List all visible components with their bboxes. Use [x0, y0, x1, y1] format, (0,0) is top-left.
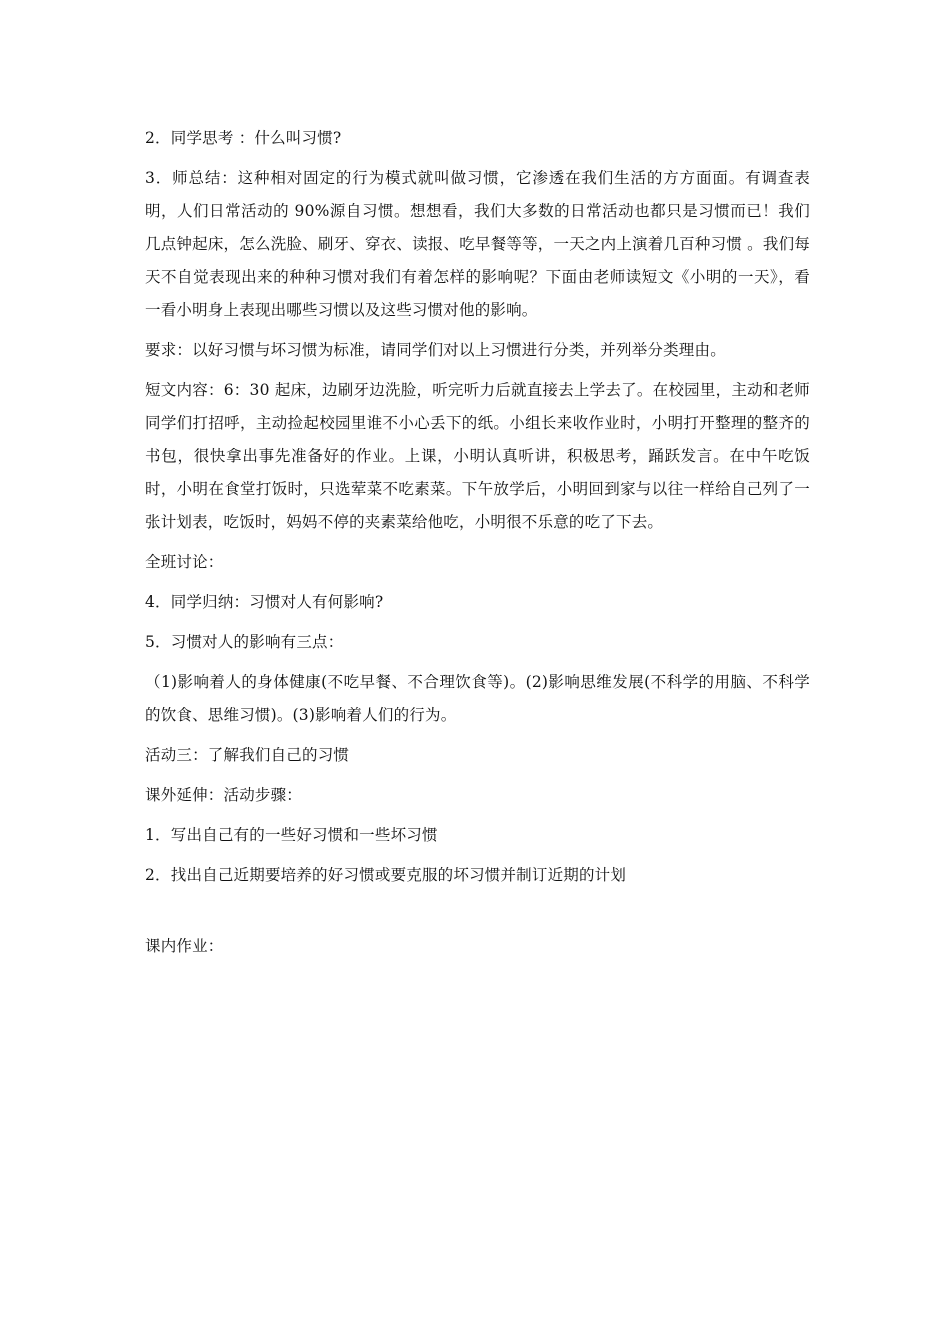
paragraph-step-one: 1．写出自己有的一些好习惯和一些坏习惯: [145, 826, 438, 844]
paragraph-activity-three: 活动三：了解我们自己的习惯: [145, 746, 350, 764]
paragraph-step-two: 2．找出自己近期要培养的好习惯或要克服的坏习惯并制订近期的计划: [145, 866, 627, 884]
paragraph-student-induction: 4．同学归纳：习惯对人有何影响?: [145, 593, 384, 611]
paragraph-short-text: 短文内容：6：30 起床，边刷牙边洗脸，听完听力后就直接去上学去了。在校园里，主动和老师同学们打招呼，主动捡起校园里谁不小心丢下的纸。小组长来收作业时，小明打开整理的整齐的书包，很快拿出事先准备好的作业。上课，小明认真听讲，积极思考，踊跃发言。在中午吃饭时，小明在食堂打饭时，只选荤菜不吃素菜。下午放学后，小明回到家与以往一样给自己列了一张计划表，吃饭时，妈妈不停的夹素菜给他吃，小明很不乐意的吃了下去。: [145, 381, 810, 531]
paragraph-extension: 课外延伸：活动步骤：: [145, 786, 303, 804]
paragraph-think-question: 2．同学思考 ：什么叫习惯?: [145, 129, 342, 147]
paragraph-teacher-summary: 3．师总结：这种相对固定的行为模式就叫做习惯，它渗透在我们生活的方方面面。有调查表明，人们日常活动的 90%源自习惯。想想看，我们大多数的日常活动也都只是习惯而已！我们几点钟起床，怎么洗脸、刷牙、穿衣、读报、吃早餐等等，一天之内上演着几百种习惯 。我们每天不自觉表现出来的种种习惯对我们有着怎样的影响呢？下面由老师读短文《小明的一天》，看一看小明身上表现出哪些习惯以及这些习惯对他的影响。: [145, 169, 810, 319]
paragraph-requirement: 要求：以好习惯与坏习惯为标准，请同学们对以上习惯进行分类，并列举分类理由。: [145, 341, 726, 359]
paragraph-class-discussion: 全班讨论：: [145, 553, 224, 571]
paragraph-homework: 课内作业：: [145, 937, 224, 955]
paragraph-influence-list: （1)影响着人的身体健康(不吃早餐、不合理饮食等)。(2)影响思维发展(不科学的用脑、不科学的饮食、思维习惯)。(3)影响着人们的行为。: [145, 673, 810, 724]
document-body: [145, 122, 810, 970]
paragraph-three-points: 5．习惯对人的影响有三点：: [145, 633, 344, 651]
